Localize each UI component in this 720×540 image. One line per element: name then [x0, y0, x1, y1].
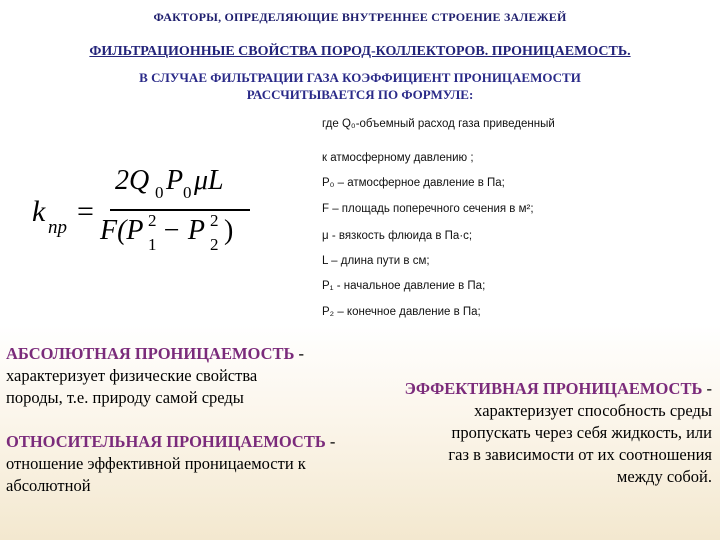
- legend-item: P₂ – конечное давление в Па;: [322, 306, 481, 318]
- formula-denominator-close: ): [224, 215, 234, 246]
- permeability-formula: [30, 165, 330, 275]
- intro-text-line-1: В СЛУЧАЕ ФИЛЬТРАЦИИ ГАЗА КОЭФФИЦИЕНТ ПРОНИЦАЕМОСТИ: [139, 70, 581, 85]
- formula-numerator-p: P: [166, 165, 184, 196]
- formula-numerator-mu-l: μL: [194, 165, 224, 196]
- effective-permeability-line-3: газ в зависимости от их соотношения: [448, 445, 712, 464]
- left-definitions: [6, 343, 376, 497]
- formula-denominator-p1-subscript: 1: [148, 235, 157, 254]
- legend-item: L – длина пути в см;: [322, 255, 430, 267]
- formula-numerator-q-subscript: 0: [155, 183, 164, 202]
- right-definitions: [390, 378, 712, 488]
- section-title: ФИЛЬТРАЦИОННЫЕ СВОЙСТВА ПОРОД-КОЛЛЕКТОРОВ. ПРОНИЦАЕМОСТЬ.: [89, 44, 631, 59]
- relative-permeability-line-1: отношение эффективной проницаемости к: [6, 454, 306, 473]
- legend-item: F – площадь поперечного сечения в м²;: [322, 203, 534, 215]
- formula-denominator-f: F(P: [100, 215, 144, 246]
- formula-lhs-subscript: пр: [48, 217, 67, 238]
- relative-permeability-line-2: абсолютной: [6, 476, 91, 495]
- effective-permeability-line-1: характеризует способность среды: [474, 401, 712, 420]
- effective-permeability-heading: [390, 378, 712, 400]
- absolute-permeability-line-1: характеризует физические свойства: [6, 366, 258, 385]
- legend-item: где Q₀-объемный расход газа приведенный: [322, 118, 555, 130]
- formula-fraction-bar: [110, 209, 250, 211]
- formula-denominator-minus-p: − P: [162, 215, 205, 246]
- absolute-permeability-term: АБСОЛЮТНАЯ ПРОНИЦАЕМОСТЬ: [6, 344, 295, 363]
- effective-permeability-line-4: между собой.: [616, 467, 712, 486]
- formula-numerator-q: 2Q: [115, 165, 150, 196]
- formula-numerator-p-subscript: 0: [183, 183, 192, 202]
- intro-text-line-2: РАССЧИТЫВАЕТСЯ ПО ФОРМУЛЕ:: [246, 87, 474, 102]
- absolute-permeability-line-2: породы, т.е. природу самой среды: [6, 388, 244, 407]
- spacer: [6, 409, 376, 431]
- absolute-permeability-dash: -: [294, 344, 305, 363]
- legend-item: P₁ - начальное давление в Па;: [322, 280, 486, 292]
- legend-item: μ - вязкость флюида в Па·с;: [322, 230, 473, 242]
- effective-permeability-term: ЭФФЕКТИВНАЯ ПРОНИЦАЕМОСТЬ: [404, 379, 703, 398]
- legend-item: P₀ – атмосферное давление в Па;: [322, 177, 505, 189]
- formula-denominator-p1-superscript: 2: [148, 211, 157, 230]
- formula-denominator-p2-subscript: 2: [210, 235, 219, 254]
- absolute-permeability-heading: [6, 343, 376, 365]
- page-title: ФАКТОРЫ, ОПРЕДЕЛЯЮЩИЕ ВНУТРЕННЕЕ СТРОЕНИЕ ЗАЛЕЖЕЙ: [153, 10, 567, 24]
- effective-permeability-dash: -: [702, 379, 712, 398]
- relative-permeability-heading: [6, 431, 376, 453]
- formula-lhs: k: [32, 195, 46, 228]
- relative-permeability-term: ОТНОСИТЕЛЬНАЯ ПРОНИЦАЕМОСТЬ: [6, 432, 326, 451]
- formula-denominator-p2-superscript: 2: [210, 211, 219, 230]
- effective-permeability-line-2: пропускать через себя жидкость, или: [451, 423, 712, 442]
- relative-permeability-dash: -: [325, 432, 336, 451]
- legend-item: к атмосферному давлению ;: [322, 152, 474, 164]
- formula-equals: =: [77, 195, 94, 228]
